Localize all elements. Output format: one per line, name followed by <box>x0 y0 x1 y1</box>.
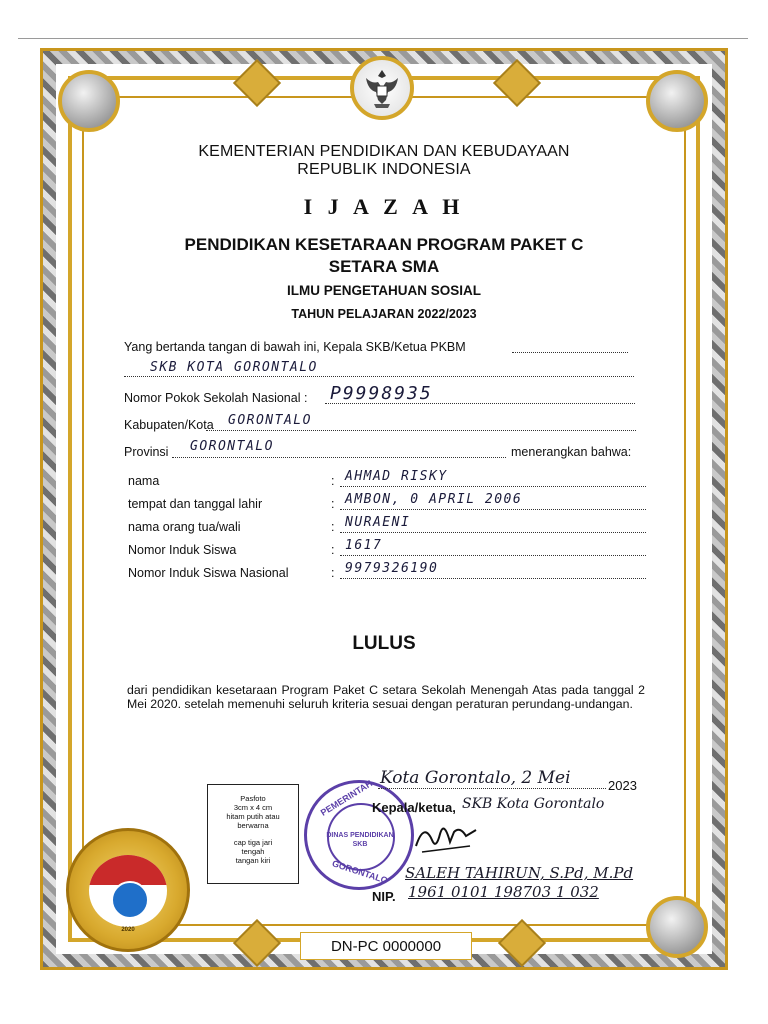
stamp-top-text: PEMERINTAH <box>318 778 375 818</box>
dotted-fill-line <box>378 788 606 789</box>
tut-wuri-handayani-emblem-icon <box>66 828 190 952</box>
dotted-fill-line <box>124 376 634 377</box>
nis-label: Nomor Induk Siswa <box>128 543 237 557</box>
serial-number: DN-PC 0000000 <box>330 937 442 955</box>
photo-box-line: Pasfoto <box>240 794 266 803</box>
dotted-fill-line <box>340 509 646 510</box>
corner-ornament-top-left <box>58 70 120 132</box>
signature-year: 2023 <box>608 778 637 793</box>
place-date-handwritten: Kota Gorontalo, 2 Mei <box>380 768 571 788</box>
corner-ornament-top-right <box>646 70 708 132</box>
colon-separator: : <box>331 474 335 488</box>
regency-value-handwritten: GORONTALO <box>228 413 312 428</box>
emblem-blue-circle <box>111 881 149 919</box>
photo-box-line: tengah <box>241 847 265 856</box>
field-of-study: ILMU PENGETAHUAN SOSIAL <box>286 283 481 298</box>
photo-box-line: hitam putih atau <box>226 812 280 821</box>
photo-box-line: tangan kiri <box>235 856 271 865</box>
declaration-intro: Yang bertanda tangan di bawah ini, Kepala SKB/Ketua PKBM <box>124 340 466 354</box>
role-value-handwritten: SKB Kota Gorontalo <box>462 796 605 812</box>
official-stamp <box>304 780 414 890</box>
corner-ornament-bottom-right <box>646 896 708 958</box>
dotted-fill-line <box>340 555 646 556</box>
nisn-value-handwritten: 9979326190 <box>345 561 439 576</box>
colon-separator: : <box>331 566 335 580</box>
stamp-center-text <box>325 831 395 849</box>
signature-scribble <box>410 816 480 858</box>
serial-number-box <box>300 932 472 960</box>
dotted-fill-line <box>340 578 646 579</box>
student-name-label: nama <box>128 474 160 488</box>
dotted-fill-line <box>340 532 646 533</box>
academic-year: TAHUN PELAJARAN 2022/2023 <box>291 307 477 321</box>
birth-place-date-label: tempat dan tanggal lahir <box>128 497 263 511</box>
dotted-fill-line <box>340 486 646 487</box>
dotted-fill-line <box>206 430 636 431</box>
parent-name-handwritten: NURAENI <box>345 515 411 530</box>
birth-place-date-handwritten: AMBON, 0 APRIL 2006 <box>345 492 523 507</box>
top-rule <box>18 38 748 39</box>
nip-value-handwritten: 1961 0101 198703 1 032 <box>408 883 599 901</box>
colon-separator: : <box>331 543 335 557</box>
province-label: Provinsi <box>124 445 169 459</box>
nisn-label: Nomor Induk Siswa Nasional <box>128 566 289 580</box>
program-line-2: SETARA SMA <box>328 257 440 276</box>
province-value-handwritten: GORONTALO <box>190 439 274 454</box>
ministry-heading <box>0 143 768 179</box>
npsn-label: Nomor Pokok Sekolah Nasional : <box>124 391 308 405</box>
program-line-1: PENDIDIKAN KESETARAAN PROGRAM PAKET C <box>184 235 584 254</box>
student-name-handwritten: AHMAD RISKY <box>345 469 448 484</box>
npsn-value-handwritten: P9998935 <box>330 383 433 404</box>
photo-box-line: berwarna <box>237 821 269 830</box>
result-status: LULUS <box>352 633 416 654</box>
dotted-fill-line <box>512 352 628 353</box>
states-text: menerangkan bahwa: <box>511 445 632 459</box>
parent-name-label: nama orang tua/wali <box>128 520 241 534</box>
stamp-bottom-text: GORONTALO <box>330 858 389 886</box>
emblem-center <box>89 855 167 927</box>
institution-name-handwritten: SKB KOTA GORONTALO <box>150 360 318 375</box>
photo-box-line: 3cm x 4 cm <box>233 803 273 812</box>
garuda-emblem-icon <box>350 56 414 120</box>
regency-label: Kabupaten/Kota <box>124 418 214 432</box>
republic-name: REPUBLIK INDONESIA <box>297 161 471 178</box>
nis-value-handwritten: 1617 <box>345 538 383 553</box>
photo-placeholder-box <box>207 784 299 884</box>
nip-label: NIP. <box>372 889 396 904</box>
stamp-center-line: DINAS PENDIDIKAN <box>326 832 394 839</box>
colon-separator: : <box>331 497 335 511</box>
dotted-fill-line <box>172 457 506 458</box>
program-heading <box>0 234 768 278</box>
document-title: I J A Z A H <box>303 194 465 219</box>
photo-box-line: cap tiga jari <box>233 838 273 847</box>
ministry-name: KEMENTERIAN PENDIDIKAN DAN KEBUDAYAAN <box>198 143 570 160</box>
result-description: dari pendidikan kesetaraan Program Paket C setara Sekolah Menengah Atas pada tanggal 2 Mei 2020. setelah memenuhi seluruh kriteria sesuai dengan peraturan perundang-undangan. <box>127 683 645 711</box>
role-label: Kepala/ketua, <box>372 800 456 815</box>
colon-separator: : <box>331 520 335 534</box>
emblem-year: 2020 <box>121 927 135 933</box>
stamp-center-line: SKB <box>352 841 368 848</box>
signatory-name-handwritten: SALEH TAHIRUN, S.Pd, M.Pd <box>405 864 634 882</box>
